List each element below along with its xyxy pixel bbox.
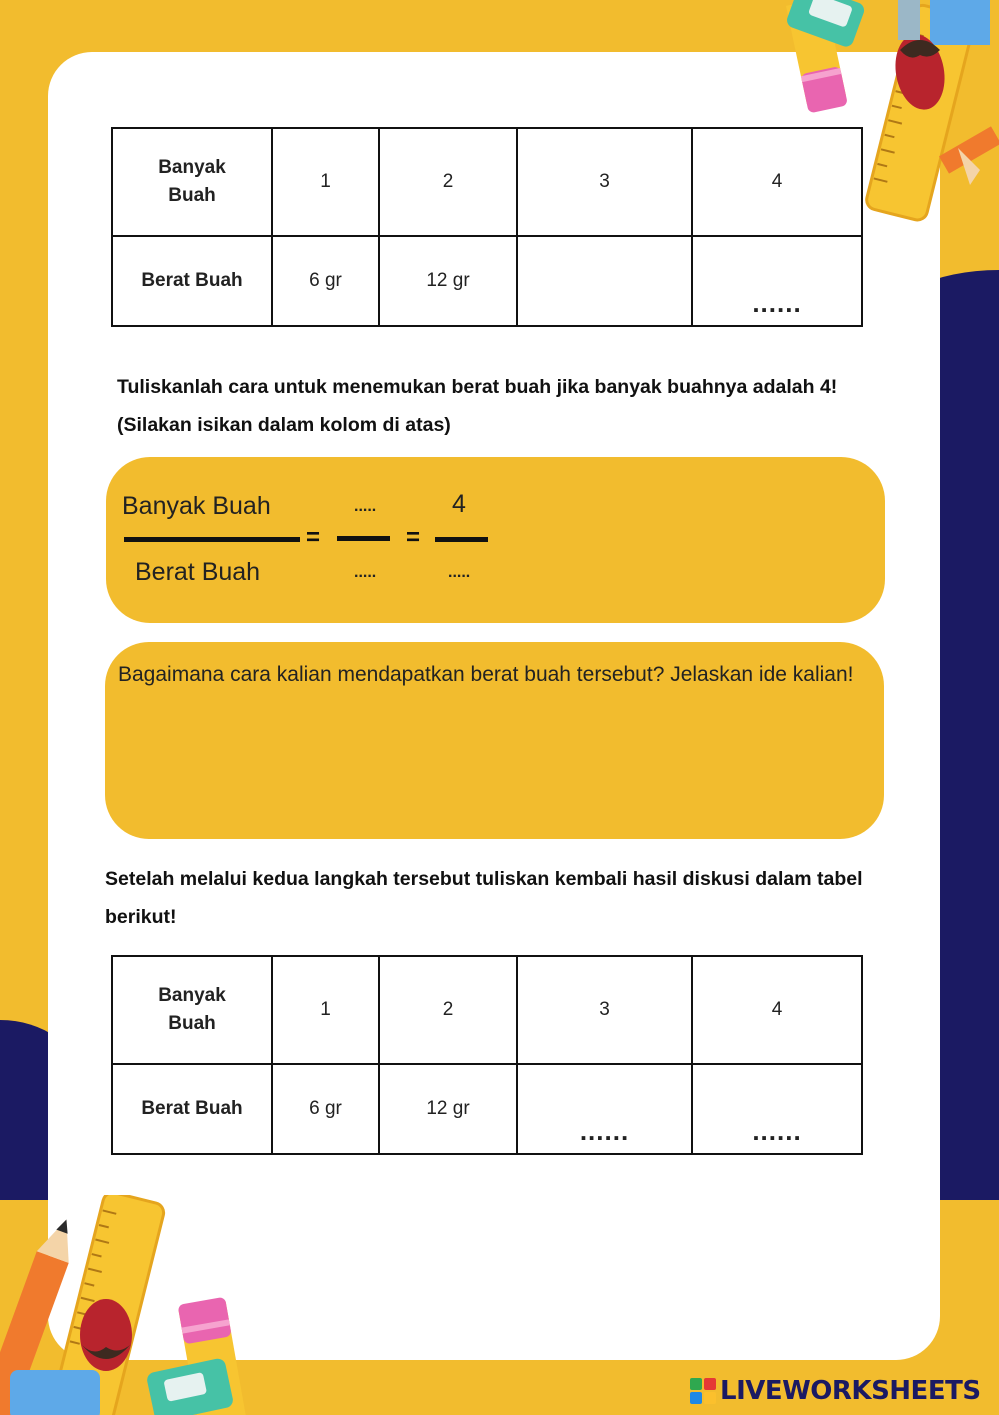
ratio-numerator-label: Banyak Buah (122, 492, 271, 520)
ratio-given-numerator: 4 (452, 490, 466, 518)
count-cell: 2 (379, 956, 517, 1064)
logo-text: LIVEWORKSHEETS (720, 1376, 981, 1406)
equals-sign: = (306, 524, 321, 551)
header-berat-buah: Berat Buah (112, 236, 272, 326)
blank-answer[interactable]: ...... (579, 1116, 630, 1146)
equals-sign: = (406, 524, 421, 551)
count-cell: 1 (272, 128, 379, 236)
table-row-count (112, 956, 862, 1064)
fraction-bar (435, 537, 488, 542)
weight-input-cell[interactable] (517, 236, 692, 326)
count-cell: 2 (379, 128, 517, 236)
header-banyak-buah: Banyak Buah (112, 128, 272, 236)
table-row-weight (112, 236, 862, 326)
instruction-find-weight: Tuliskanlah cara untuk menemukan berat buah jika banyak buahnya adalah 4! (Silakan isikan dalam kolom di atas) (117, 376, 838, 436)
instruction-fill-table: Setelah melalui kedua langkah tersebut tuliskan kembali hasil diskusi dalam tabel berikut! (105, 868, 863, 928)
liveworksheets-logo (690, 1374, 981, 1408)
weight-cell: 6 gr (272, 1064, 379, 1154)
weight-input-cell[interactable] (692, 236, 862, 326)
stationery-bottom-left-illustration (0, 1195, 260, 1415)
weight-input-cell[interactable] (517, 1064, 692, 1154)
ratio-denominator-label: Berat Buah (135, 558, 261, 586)
blank-denominator[interactable]: ..... (354, 564, 377, 581)
count-cell: 4 (692, 128, 862, 236)
table-row-weight (112, 1064, 862, 1154)
weight-cell: 12 gr (379, 1064, 517, 1154)
weight-input-cell[interactable] (692, 1064, 862, 1154)
count-cell: 1 (272, 956, 379, 1064)
blank-answer[interactable]: ...... (752, 1116, 802, 1146)
fruit-weight-table-1 (111, 127, 863, 327)
table-row-count (112, 128, 862, 236)
count-cell: 3 (517, 128, 692, 236)
fraction-bar (124, 537, 300, 542)
liveworksheets-mark-icon (690, 1378, 716, 1404)
weight-cell: 12 gr (379, 236, 517, 326)
blank-answer[interactable]: ...... (752, 288, 802, 318)
blank-numerator[interactable]: ..... (354, 498, 377, 515)
blank-denominator[interactable]: ..... (448, 564, 471, 581)
weight-cell: 6 gr (272, 236, 379, 326)
header-berat-buah: Berat Buah (112, 1064, 272, 1154)
count-cell: 4 (692, 956, 862, 1064)
fraction-bar (337, 536, 390, 541)
header-banyak-buah: Banyak Buah (112, 956, 272, 1064)
fruit-weight-table-2 (111, 955, 863, 1155)
explanation-question: Bagaimana cara kalian mendapatkan berat buah tersebut? Jelaskan ide kalian! (118, 663, 854, 686)
count-cell: 3 (517, 956, 692, 1064)
